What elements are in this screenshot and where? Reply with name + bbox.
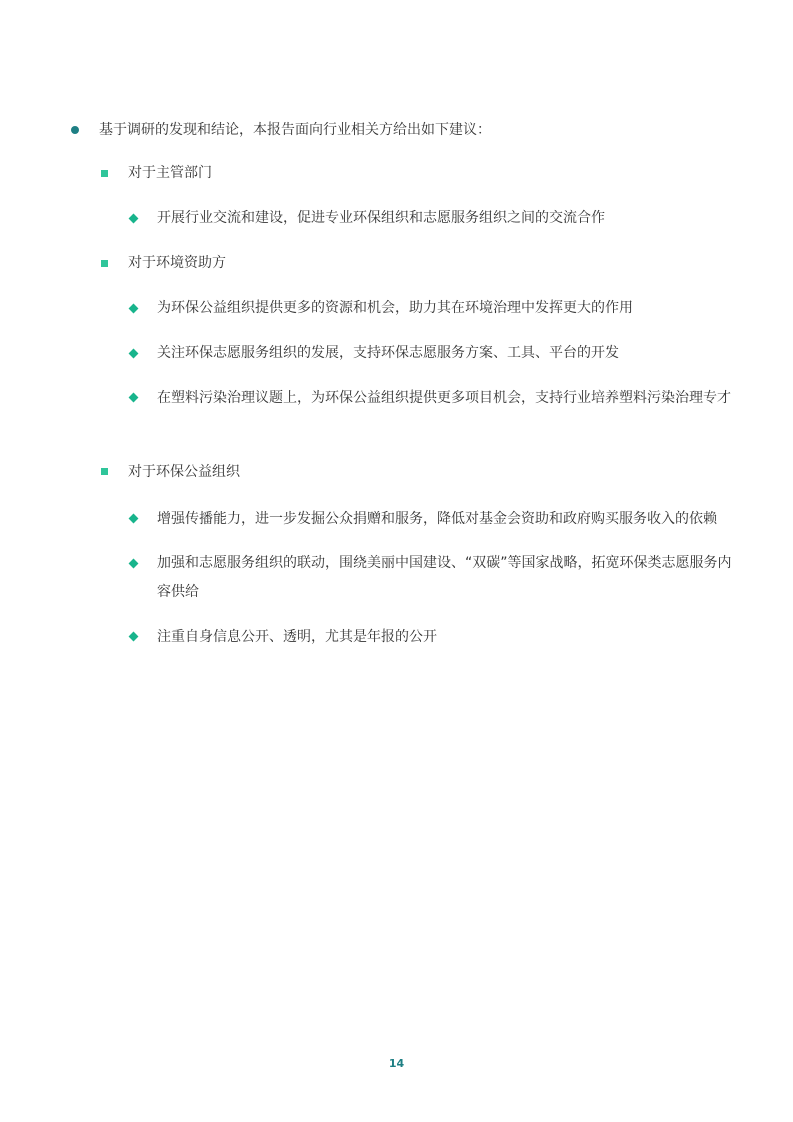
bullet-square-icon (101, 468, 108, 475)
group-heading: 对于主管部门 (128, 165, 212, 181)
list-item: 开展行业交流和建设，促进专业环保组织和志愿服务组织之间的交流合作 (157, 210, 605, 226)
bullet-dot-icon (71, 126, 79, 134)
bullet-diamond-icon (129, 632, 139, 642)
bullet-diamond-icon (129, 214, 139, 224)
group-heading: 对于环保公益组织 (128, 464, 240, 480)
bullet-diamond-icon (129, 514, 139, 524)
list-item: 为环保公益组织提供更多的资源和机会，助力其在环境治理中发挥更大的作用 (157, 300, 633, 316)
list-item: 在塑料污染治理议题上，为环保公益组织提供更多项目机会，支持行业培养塑料污染治理专才 (157, 390, 731, 406)
list-item: 关注环保志愿服务组织的发展，支持环保志愿服务方案、工具、平台的开发 (157, 345, 619, 361)
bullet-diamond-icon (129, 559, 139, 569)
bullet-square-icon (101, 260, 108, 267)
bullet-square-icon (101, 170, 108, 177)
page-number: 14 (388, 1057, 405, 1070)
list-item: 加强和志愿服务组织的联动，围绕美丽中国建设、“双碳”等国家战略，拓宽环保类志愿服务内容供给 (157, 555, 732, 600)
group-heading: 对于环境资助方 (128, 255, 226, 271)
list-item: 增强传播能力，进一步发掘公众捐赠和服务，降低对基金会资助和政府购买服务收入的依赖 (157, 511, 717, 527)
bullet-diamond-icon (129, 304, 139, 314)
list-item: 注重自身信息公开、透明，尤其是年报的公开 (157, 629, 437, 645)
bullet-diamond-icon (129, 349, 139, 359)
intro-text: 基于调研的发现和结论，本报告面向行业相关方给出如下建议： (99, 122, 491, 138)
bullet-diamond-icon (129, 393, 139, 403)
